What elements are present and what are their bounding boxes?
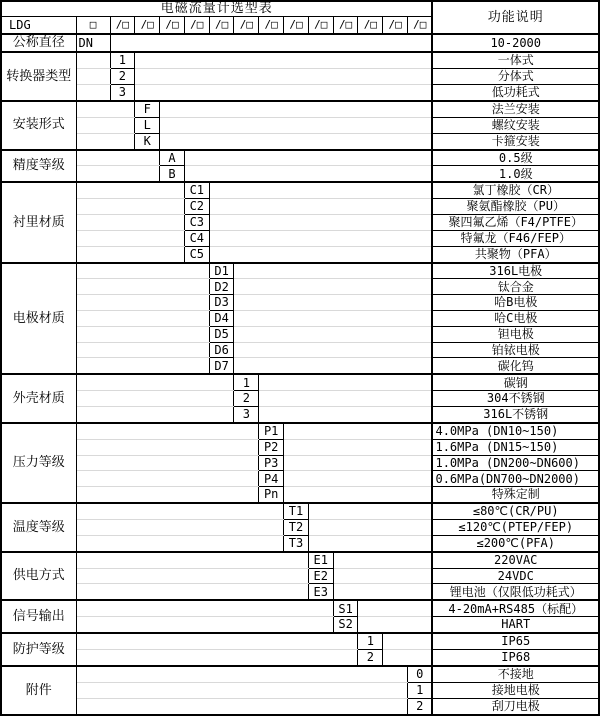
filler-right bbox=[160, 133, 433, 149]
filler-right bbox=[234, 311, 432, 327]
desc-cell: 碳化钨 bbox=[432, 358, 599, 374]
code-cell: D7 bbox=[209, 358, 234, 374]
desc-cell: 哈B电极 bbox=[432, 295, 599, 311]
code-cell: E1 bbox=[308, 552, 333, 568]
code-cell: L bbox=[135, 117, 160, 133]
code-cell: T1 bbox=[284, 503, 309, 519]
filler-left bbox=[76, 568, 308, 584]
option-row bbox=[1, 246, 599, 262]
desc-cell: 不接地 bbox=[432, 666, 599, 682]
filler-left bbox=[76, 455, 259, 471]
code-cell: 0 bbox=[408, 666, 433, 682]
group-label: 安装形式 bbox=[1, 101, 76, 150]
code-cell: T2 bbox=[284, 520, 309, 536]
model-slot-box: /□ bbox=[209, 16, 234, 34]
group-label: 供电方式 bbox=[1, 552, 76, 601]
group-label: 衬里材质 bbox=[1, 182, 76, 262]
option-row bbox=[1, 358, 599, 374]
filler-left bbox=[76, 617, 333, 633]
desc-cell: 锂电池（仅限低功耗式） bbox=[432, 584, 599, 600]
filler-left bbox=[76, 199, 184, 215]
model-slot-box: /□ bbox=[358, 16, 383, 34]
group-label: 公称直径 bbox=[1, 34, 76, 52]
filler-left bbox=[76, 230, 184, 246]
desc-cell: 法兰安装 bbox=[432, 101, 599, 117]
desc-cell: 特氟龙（F46/FEP） bbox=[432, 230, 599, 246]
desc-cell: 1.0MPa (DN200~DN600) bbox=[432, 455, 599, 471]
code-cell: C2 bbox=[184, 199, 209, 215]
desc-cell: 聚四氟乙烯（F4/PTFE） bbox=[432, 215, 599, 231]
option-row bbox=[1, 650, 599, 666]
option-row bbox=[1, 471, 599, 487]
option-row bbox=[1, 568, 599, 584]
desc-cell: IP65 bbox=[432, 633, 599, 649]
option-row bbox=[1, 520, 599, 536]
code-cell: S2 bbox=[333, 617, 358, 633]
desc-cell: 1.6MPa (DN15~150) bbox=[432, 439, 599, 455]
option-row bbox=[1, 487, 599, 503]
filler-left bbox=[76, 182, 184, 198]
desc-cell: 卡箍安装 bbox=[432, 133, 599, 149]
code-cell: 3 bbox=[110, 85, 135, 101]
code-cell: C3 bbox=[184, 215, 209, 231]
filler-left bbox=[76, 600, 333, 616]
desc-cell: 分体式 bbox=[432, 69, 599, 85]
desc-cell: 1.0级 bbox=[432, 166, 599, 182]
group-label: 电极材质 bbox=[1, 263, 76, 375]
desc-cell: 低功耗式 bbox=[432, 85, 599, 101]
option-row bbox=[1, 133, 599, 149]
group-label: 附件 bbox=[1, 666, 76, 715]
filler-right bbox=[259, 407, 433, 423]
code-cell: C5 bbox=[184, 246, 209, 262]
option-row bbox=[1, 391, 599, 407]
filler-right bbox=[135, 85, 433, 101]
desc-cell: 4.0MPa (DN10~150) bbox=[432, 423, 599, 439]
code-cell: 2 bbox=[358, 650, 383, 666]
filler-left bbox=[76, 69, 110, 85]
option-row bbox=[1, 503, 599, 519]
code-cell: P4 bbox=[259, 471, 284, 487]
code-cell: S1 bbox=[333, 600, 358, 616]
option-row bbox=[1, 263, 599, 279]
option-row bbox=[1, 682, 599, 698]
code-cell: D3 bbox=[209, 295, 234, 311]
filler-left bbox=[76, 535, 284, 551]
option-row bbox=[1, 85, 599, 101]
filler-right bbox=[383, 650, 433, 666]
option-row bbox=[1, 166, 599, 182]
option-row bbox=[1, 34, 599, 52]
filler-right bbox=[259, 391, 433, 407]
filler-left bbox=[76, 215, 184, 231]
model-slot-box: /□ bbox=[184, 16, 209, 34]
option-row bbox=[1, 326, 599, 342]
group-label: 精度等级 bbox=[1, 150, 76, 183]
filler-right bbox=[308, 503, 432, 519]
code-cell: E3 bbox=[308, 584, 333, 600]
code-cell: A bbox=[160, 150, 185, 166]
code-cell: C1 bbox=[184, 182, 209, 198]
filler-left bbox=[76, 682, 408, 698]
desc-cell: 24VDC bbox=[432, 568, 599, 584]
desc-cell: 钽电极 bbox=[432, 326, 599, 342]
option-row bbox=[1, 600, 599, 616]
code-cell: DN bbox=[76, 34, 110, 52]
filler-left bbox=[76, 374, 234, 390]
filler-left bbox=[76, 552, 308, 568]
code-cell: D6 bbox=[209, 342, 234, 358]
code-cell: D2 bbox=[209, 279, 234, 295]
option-row bbox=[1, 374, 599, 390]
filler-left bbox=[76, 101, 135, 117]
option-row bbox=[1, 150, 599, 166]
filler-left bbox=[76, 150, 160, 166]
function-description-header: 功能说明 bbox=[432, 1, 599, 34]
filler-right bbox=[135, 69, 433, 85]
desc-cell: 316L不锈钢 bbox=[432, 407, 599, 423]
filler-left bbox=[76, 407, 234, 423]
filler-left bbox=[76, 246, 184, 262]
filler-right bbox=[308, 520, 432, 536]
desc-cell: IP68 bbox=[432, 650, 599, 666]
code-cell: F bbox=[135, 101, 160, 117]
code-cell: D5 bbox=[209, 326, 234, 342]
model-slot-box: /□ bbox=[284, 16, 309, 34]
option-row bbox=[1, 182, 599, 198]
filler-left bbox=[76, 85, 110, 101]
code-cell: 2 bbox=[408, 698, 433, 715]
code-cell: 1 bbox=[358, 633, 383, 649]
desc-cell: 0.5级 bbox=[432, 150, 599, 166]
desc-cell: 接地电极 bbox=[432, 682, 599, 698]
filler-right bbox=[209, 182, 432, 198]
desc-cell: 10-2000 bbox=[432, 34, 599, 52]
filler-left bbox=[76, 311, 209, 327]
filler-right bbox=[383, 633, 433, 649]
option-row bbox=[1, 279, 599, 295]
filler-right bbox=[209, 230, 432, 246]
filler-left bbox=[76, 263, 209, 279]
option-row bbox=[1, 342, 599, 358]
filler-right bbox=[234, 358, 432, 374]
code-cell: P3 bbox=[259, 455, 284, 471]
option-row bbox=[1, 423, 599, 439]
option-row bbox=[1, 295, 599, 311]
option-row bbox=[1, 552, 599, 568]
code-cell: C4 bbox=[184, 230, 209, 246]
filler-right bbox=[160, 101, 433, 117]
filler-left bbox=[76, 471, 259, 487]
desc-cell: ≤120℃(PTEP/FEP) bbox=[432, 520, 599, 536]
filler-left bbox=[76, 342, 209, 358]
option-row bbox=[1, 311, 599, 327]
option-row bbox=[1, 407, 599, 423]
filler-left bbox=[76, 503, 284, 519]
code-cell: D4 bbox=[209, 311, 234, 327]
option-row bbox=[1, 69, 599, 85]
filler-right bbox=[333, 552, 432, 568]
code-cell: 1 bbox=[408, 682, 433, 698]
filler-left bbox=[76, 117, 135, 133]
desc-cell: 304不锈钢 bbox=[432, 391, 599, 407]
filler-left bbox=[76, 133, 135, 149]
model-slot-box: /□ bbox=[135, 16, 160, 34]
model-slot-box: /□ bbox=[383, 16, 408, 34]
filler-right bbox=[333, 584, 432, 600]
desc-cell: 刮刀电极 bbox=[432, 698, 599, 715]
filler-left bbox=[76, 520, 284, 536]
filler-left bbox=[76, 391, 234, 407]
filler-left bbox=[76, 650, 358, 666]
option-row bbox=[1, 698, 599, 715]
filler-right bbox=[284, 487, 433, 503]
code-cell: 3 bbox=[234, 407, 259, 423]
desc-cell: 螺纹安装 bbox=[432, 117, 599, 133]
group-label: 信号输出 bbox=[1, 600, 76, 633]
option-row bbox=[1, 52, 599, 68]
filler-right bbox=[234, 263, 432, 279]
desc-cell: 氯丁橡胶（CR） bbox=[432, 182, 599, 198]
filler-right bbox=[184, 150, 432, 166]
filler-right bbox=[184, 166, 432, 182]
option-row bbox=[1, 117, 599, 133]
desc-cell: 共聚物（PFA） bbox=[432, 246, 599, 262]
filler-right bbox=[358, 617, 433, 633]
desc-cell: 聚氨酯橡胶（PU） bbox=[432, 199, 599, 215]
option-row bbox=[1, 101, 599, 117]
model-slot-box: /□ bbox=[308, 16, 333, 34]
filler-right bbox=[284, 423, 433, 439]
filler-left bbox=[76, 666, 408, 682]
model-slot-box: /□ bbox=[259, 16, 284, 34]
filler-right bbox=[308, 535, 432, 551]
model-slot-box: /□ bbox=[408, 16, 433, 34]
code-cell: 1 bbox=[234, 374, 259, 390]
model-slot-box: /□ bbox=[333, 16, 358, 34]
code-cell: P1 bbox=[259, 423, 284, 439]
filler-right bbox=[284, 471, 433, 487]
filler-right bbox=[284, 439, 433, 455]
group-label: 外壳材质 bbox=[1, 374, 76, 423]
filler-right bbox=[209, 215, 432, 231]
model-prefix-label: LDG bbox=[1, 16, 76, 34]
code-cell: D1 bbox=[209, 263, 234, 279]
filler-left bbox=[76, 698, 408, 715]
filler-left bbox=[76, 633, 358, 649]
option-row bbox=[1, 199, 599, 215]
option-row bbox=[1, 455, 599, 471]
group-label: 防护等级 bbox=[1, 633, 76, 666]
option-row bbox=[1, 230, 599, 246]
code-cell: 2 bbox=[110, 69, 135, 85]
filler-left bbox=[76, 279, 209, 295]
filler-right bbox=[234, 295, 432, 311]
model-slot-box: □ bbox=[76, 16, 110, 34]
code-cell: E2 bbox=[308, 568, 333, 584]
code-cell: 2 bbox=[234, 391, 259, 407]
filler-right bbox=[209, 199, 432, 215]
filler-right bbox=[259, 374, 433, 390]
filler-right bbox=[135, 52, 433, 68]
desc-cell: 铂铱电极 bbox=[432, 342, 599, 358]
filler-left bbox=[76, 166, 160, 182]
code-cell: B bbox=[160, 166, 185, 182]
desc-cell: 特殊定制 bbox=[432, 487, 599, 503]
model-slot-box: /□ bbox=[234, 16, 259, 34]
desc-cell: 钛合金 bbox=[432, 279, 599, 295]
option-row bbox=[1, 439, 599, 455]
desc-cell: 一体式 bbox=[432, 52, 599, 68]
filler-right bbox=[234, 279, 432, 295]
filler-right bbox=[160, 117, 433, 133]
option-row bbox=[1, 535, 599, 551]
code-cell: K bbox=[135, 133, 160, 149]
code-cell: Pn bbox=[259, 487, 284, 503]
code-cell: T3 bbox=[284, 535, 309, 551]
filler-left bbox=[76, 52, 110, 68]
filler-left bbox=[76, 423, 259, 439]
filler-left bbox=[76, 326, 209, 342]
option-row bbox=[1, 584, 599, 600]
desc-cell: 220VAC bbox=[432, 552, 599, 568]
filler-right bbox=[234, 326, 432, 342]
filler-left bbox=[76, 584, 308, 600]
model-slot-box: /□ bbox=[110, 16, 135, 34]
filler-left bbox=[76, 295, 209, 311]
desc-cell: HART bbox=[432, 617, 599, 633]
desc-cell: 316L电极 bbox=[432, 263, 599, 279]
desc-cell: 4-20mA+RS485（标配） bbox=[432, 600, 599, 616]
desc-cell: ≤200℃(PFA) bbox=[432, 535, 599, 551]
filler-right bbox=[333, 568, 432, 584]
filler-right bbox=[209, 246, 432, 262]
filler-right bbox=[284, 455, 433, 471]
option-row bbox=[1, 215, 599, 231]
group-label: 温度等级 bbox=[1, 503, 76, 552]
desc-cell: 哈C电极 bbox=[432, 311, 599, 327]
group-label: 压力等级 bbox=[1, 423, 76, 503]
desc-cell: 碳钢 bbox=[432, 374, 599, 390]
desc-cell: ≤80℃(CR/PU) bbox=[432, 503, 599, 519]
model-slot-box: /□ bbox=[160, 16, 185, 34]
option-row bbox=[1, 666, 599, 682]
desc-cell: 0.6MPa(DN700~DN2000) bbox=[432, 471, 599, 487]
filler-right bbox=[358, 600, 433, 616]
group-label: 转换器类型 bbox=[1, 52, 76, 101]
filler-right bbox=[110, 34, 432, 52]
table-title: 电磁流量计选型表 bbox=[1, 1, 432, 16]
option-row bbox=[1, 617, 599, 633]
title-row bbox=[1, 1, 599, 16]
code-cell: P2 bbox=[259, 439, 284, 455]
code-cell: 1 bbox=[110, 52, 135, 68]
option-row bbox=[1, 633, 599, 649]
filler-right bbox=[234, 342, 432, 358]
filler-left bbox=[76, 358, 209, 374]
filler-left bbox=[76, 487, 259, 503]
filler-left bbox=[76, 439, 259, 455]
